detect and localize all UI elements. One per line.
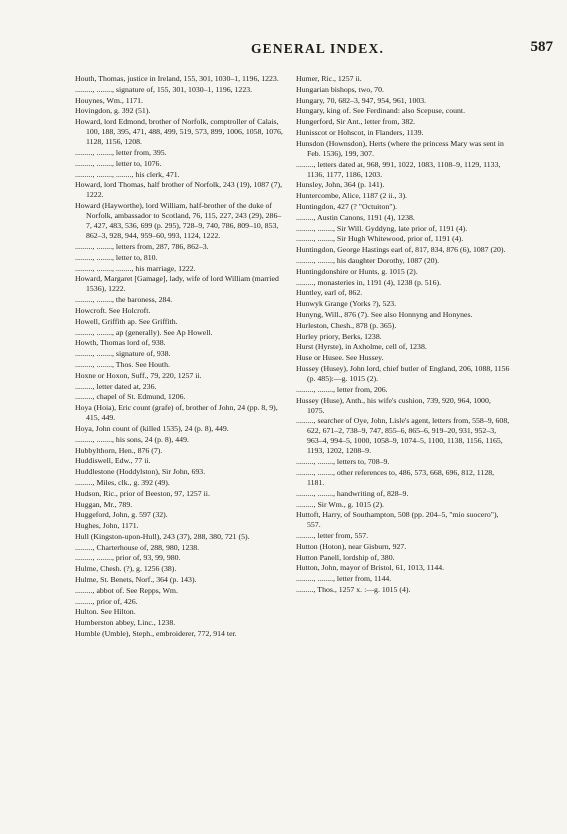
index-entry: ........., ........, letter to, 810. [75,252,158,262]
index-entry: Huggeford, John, g. 597 (32). [75,510,168,520]
index-entry: Howard, Margaret [Gamage], lady, wife of lord William (married 1536), 1222. [75,274,279,294]
index-entry: Humble (Umble), Steph., embroiderer, 772, 914 ter. [75,629,237,639]
index-entry: Hurst (Hyrste), in Axholme, cell of, 1238. [296,342,427,352]
index-entry: Hughes, John, 1171. [75,521,139,531]
right-index-column [296,74,510,596]
index-entry: Howard (Hayworthe), lord William, half-brother of the duke of Norfolk, ambassador to Scotland, 76, 115, 227, 243 (29), 286–7, 427, 483, 536, 699 (p. 295), 728–9, 740, 786, 809–10, 853, 862–3, 928, 944, 959–60, 993, 1124, 1222. [75,201,282,241]
index-entry: ........., ........, letters to, 708–9. [296,457,390,467]
index-entry: Humer, Ric., 1257 ii. [296,74,362,83]
index-entry: ........., searcher of Oye, John, Lisle's agent, letters from, 558–9, 608, 622, 671–2, 738–9, 747, 855–6, 865–6, 919–20, 931, 952–3, 963–4, 994–5, 1000, 1058–9, 1074–5, 1100, 1138, 1156, 1165, 1193, 1202, 1208–9. [296,416,510,456]
index-entry: Huddiswell, Edw., 77 ii. [75,456,151,466]
index-entry: ........., ........, ap (generally). See Ap Howell. [75,327,213,337]
index-entry: ........., ........, ........, his clerk, 471. [75,169,180,179]
index-entry: ........., Austin Canons, 1191 (4), 1238. [296,212,415,222]
index-entry: ........., letters dated at, 968, 991, 1022, 1083, 1108–9, 1129, 1133, 1136, 1177, 1186, 1203. [296,159,501,179]
index-entry: Huntingdon, George Hastings earl of, 817, 834, 876 (6), 1087 (20). [296,245,506,255]
index-entry: Humberston abbey, Linc., 1238. [75,618,176,628]
index-entry: ........., ........, his sons, 24 (p. 8), 449. [75,434,189,444]
index-entry: ........., prior of, 426. [75,596,138,606]
index-entry: ........., abbot of. See Repps, Wm. [75,585,178,595]
page-number: 587 [530,39,553,55]
index-entry: Hungary, 70, 682–3, 947, 954, 961, 1003. [296,95,427,105]
index-entry: ........., Charterhouse of, 288, 980, 1238. [75,542,200,552]
index-entry: Hunwyk Grange (Yorks ?), 523. [296,299,397,309]
index-entry: ........., ........, letter from, 395. [75,147,167,157]
index-entry: ........., Sir Wm., g. 1015 (2). [296,499,385,509]
index-entry: ........., letter from, 557. [296,531,369,541]
index-entry: ........., ........, other references to, 486, 573, 668, 696, 812, 1128, 1181. [296,467,495,487]
index-entry: ........., ........, handwriting of, 828–9. [296,488,409,498]
index-entry: Howth, Thomas lord of, 938. [75,338,166,348]
index-entry: Huntingdon, 427 (? "Octuiton"). [296,201,397,211]
index-entry: ........., ........, Sir Will. Gyddyng, late prior of, 1191 (4). [296,223,468,233]
index-entry: Hutton Panell, lordship of, 380. [296,552,395,562]
index-entry: Hungary, king of. See Ferdinand: also Scepuse, count. [296,106,466,116]
index-entry: ........., monasteries in, 1191 (4), 1238 (p. 516). [296,277,442,287]
index-entry: Hunsley, John, 364 (p. 141). [296,180,385,190]
index-entry: Hoya, John count of (killed 1535), 24 (p. 8), 449. [75,423,229,433]
index-entry: Huntingdonshire or Hunts, g. 1015 (2). [296,266,418,276]
index-entry: Huddlestone (Hoddylston), Sir John, 693. [75,467,206,477]
index-entry: ........., ........, prior of, 93, 99, 980. [75,553,181,563]
index-entry: Hulton. See Hilton. [75,607,136,617]
index-entry: Huggan, Mr., 789. [75,499,133,509]
index-entry: Howard, lord Thomas, half brother of Norfolk, 243 (19), 1087 (7), 1222. [75,180,283,200]
index-entry: Huttoft, Harry, of Southampton, 508 (pp. 204–5, "mio suocero"), 557. [296,510,499,530]
index-entry: Huse or Husee. See Hussey. [296,353,384,363]
index-entry: Hulme, Chesh. (?), g. 1256 (38). [75,564,177,574]
index-entry: Howell, Griffith ap. See Griffith. [75,316,178,326]
index-entry: ........., Miles, clk., g. 392 (49). [75,477,170,487]
index-entry: Hutton, John, mayor of Bristol, 61, 1013, 1144. [296,563,445,573]
index-entry: ........., ........, signature of, 938. [75,349,171,359]
index-entry: ........., letter dated at, 236. [75,381,157,391]
index-entry: ........., ........, his daughter Dorothy, 1087 (20). [296,255,440,265]
index-entry: Howard, lord Edmond, brother of Norfolk, comptroller of Calais, 100, 188, 395, 471, 488, 499, 519, 573, 899, 1006, 1058, 1076, 1128, 1156, 1208. [75,117,283,147]
index-entry: Hubbylthorn, Hen., 876 (7). [75,445,163,455]
index-entry: Hurleston, Chesh., 878 (p. 365). [296,320,397,330]
index-entry: Hovingdon, g. 392 (51). [75,106,151,116]
index-entry: ........., ........, signature of, 155, 301, 1030–1, 1196, 1223. [75,84,253,94]
index-entry: Hunisscot or Hohscot, in Flanders, 1139. [296,127,424,137]
index-entry: Hunsdon (Hownsdon), Herts (where the princess Mary was sent in Feb. 1536), 199, 307. [296,138,504,158]
index-entry: ........., ........, ........, his marriage, 1222. [75,263,196,273]
index-entry: Hudson, Ric., prior of Beeston, 97, 1257 ii. [75,488,210,498]
index-entry: ........., ........, Sir Hugh Whitewood, prior of, 1191 (4). [296,234,464,244]
index-entry: Hulme, St. Benets, Norf., 364 (p. 143). [75,575,197,585]
index-entry: Hoya (Hoia), Eric count (grafe) of, brother of John, 24 (pp. 8, 9), 415, 449. [75,403,278,423]
index-entry: Hurley priory, Berks, 1238. [296,331,382,341]
index-entry: Howcroft. See Holcroft. [75,305,151,315]
left-index-column [75,74,285,640]
index-entry: Huntercombe, Alice, 1187 (2 ii., 3). [296,191,408,201]
index-entry: Hussey (Husey), John lord, chief butler of England, 206, 1088, 1156 (p. 485):—g. 1015 (2). [296,363,510,383]
index-entry: ........., ........, letter from, 206. [296,384,388,394]
index-entry: ........., ........, the baroness, 284. [75,295,173,305]
index-entry: Hungarian bishops, two, 70. [296,84,384,94]
index-entry: ........., chapel of St. Edmund, 1206. [75,392,186,402]
index-entry: Houth, Thomas, justice in Ireland, 155, 301, 1030–1, 1196, 1223. [75,74,279,83]
index-entry: ........., Thos., 1257 x. :—g. 1015 (4). [296,585,411,595]
index-entry: ........., ........, letters from, 287, 786, 862–3. [75,241,209,251]
index-entry: ........., ........, letter to, 1076. [75,158,162,168]
index-entry: Houynes, Wm., 1171. [75,95,144,105]
page-header [68,41,567,61]
index-entry: Hussey (Huse), Anth., his wife's cushion, 739, 920, 964, 1000, 1075. [296,395,491,415]
index-entry: Huntley, earl of, 862. [296,288,363,298]
page-title: GENERAL INDEX. [250,41,385,56]
index-entry: Hungerford, Sir Ant., letter from, 382. [296,117,416,127]
index-entry: ........., ........, letter from, 1144. [296,574,392,584]
index-entry: Hunyng, Will., 876 (7). See also Honnyng and Honynes. [296,309,473,319]
index-entry: Hutton (Hoton), near Gisburn, 927. [296,541,407,551]
index-entry: Hoxne or Hoxon, Suff., 79, 220, 1257 ii. [75,370,202,380]
index-entry: Hull (Kingston-upon-Hull), 243 (37), 288, 380, 721 (5). [75,531,250,541]
index-entry: ........., ........, Thos. See Houth. [75,359,170,369]
